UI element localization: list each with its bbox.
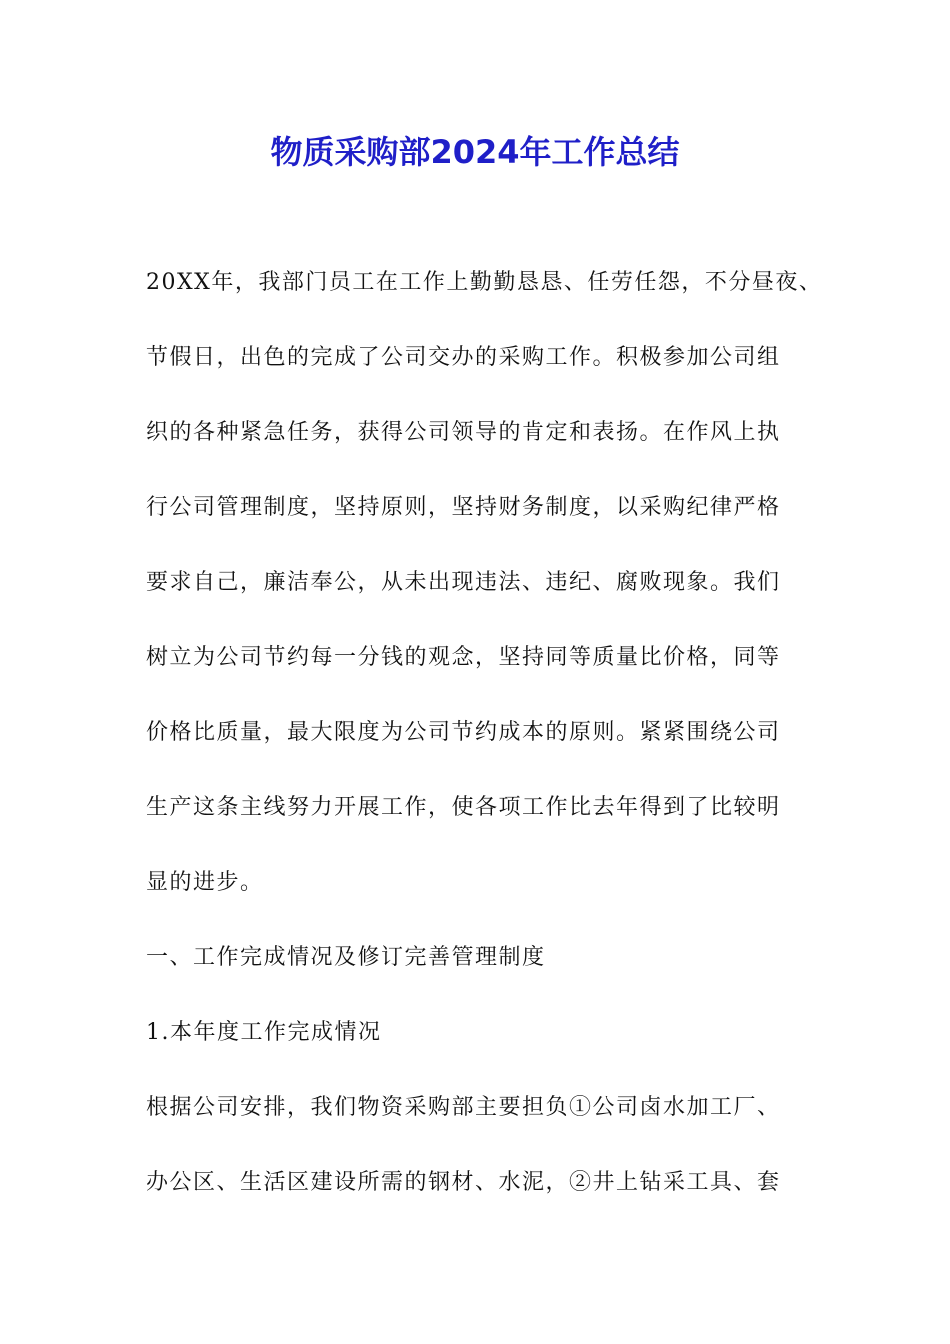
paragraph-line: 织的各种紧急任务，获得公司领导的肯定和表扬。在作风上执: [146, 420, 781, 445]
paragraph-line: 根据公司安排，我们物资采购部主要担负①公司卤水加工厂、: [146, 1095, 781, 1120]
paragraph-line: 节假日，出色的完成了公司交办的采购工作。积极参加公司组: [146, 345, 781, 370]
paragraph-line: 显的进步。: [146, 870, 264, 895]
subsection-heading: 1.本年度工作完成情况: [146, 1020, 382, 1045]
paragraph-line: 价格比质量，最大限度为公司节约成本的原则。紧紧围绕公司: [146, 720, 781, 745]
paragraph-line: 生产这条主线努力开展工作，使各项工作比去年得到了比较明: [146, 795, 781, 820]
paragraph-line: 要求自己，廉洁奉公，从未出现违法、违纪、腐败现象。我们: [146, 570, 781, 595]
paragraph-line: 20XX年，我部门员工在工作上勤勤恳恳、任劳任怨，不分昼夜、: [146, 270, 823, 295]
section-heading: 一、工作完成情况及修订完善管理制度: [146, 945, 546, 970]
paragraph-line: 树立为公司节约每一分钱的观念，坚持同等质量比价格，同等: [146, 645, 781, 670]
paragraph-line: 行公司管理制度，坚持原则，坚持财务制度，以采购纪律严格: [146, 495, 781, 520]
document-title: 物质采购部2024年工作总结: [270, 133, 680, 171]
paragraph-line: 办公区、生活区建设所需的钢材、水泥，②井上钻采工具、套: [146, 1170, 781, 1195]
